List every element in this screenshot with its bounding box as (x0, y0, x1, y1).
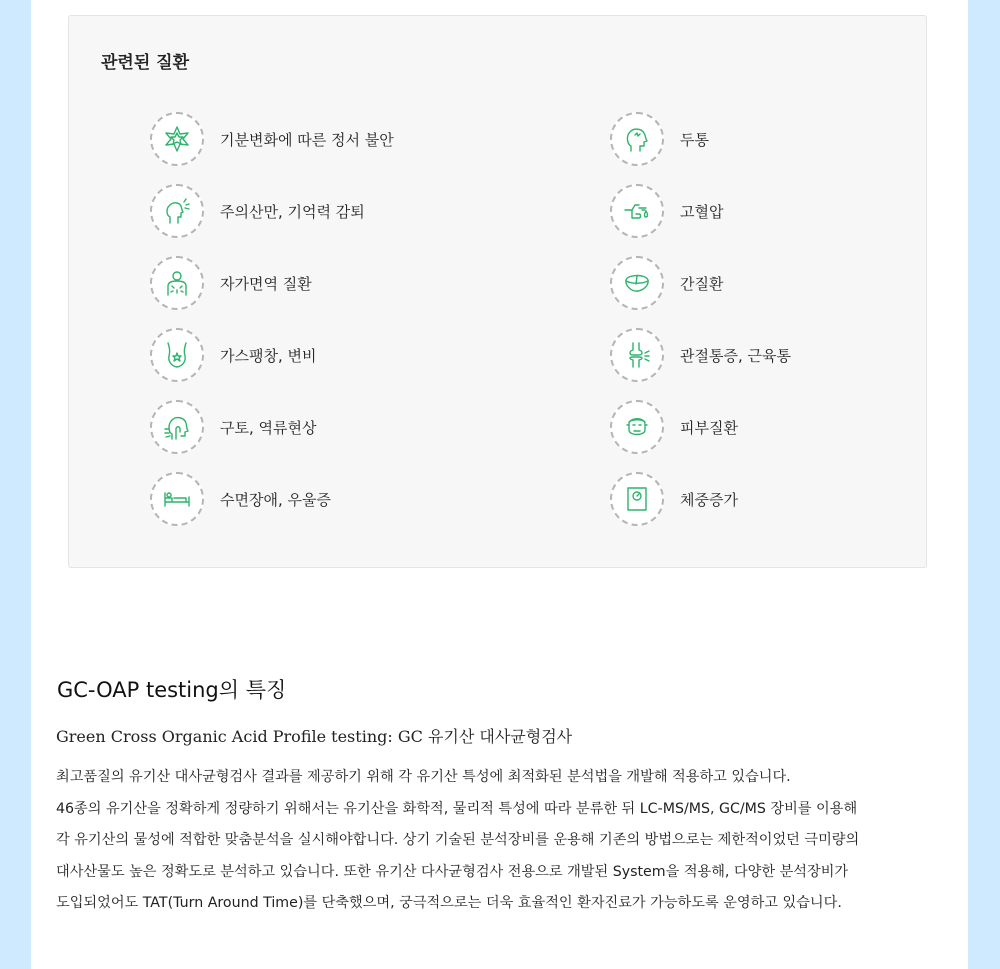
disease-item (150, 400, 316, 454)
disease-item (150, 184, 365, 238)
disease-item (610, 328, 791, 382)
disease-label: 체중증가 (680, 490, 738, 509)
description-line: 각 유기산의 물성에 적합한 맞춤분석을 실시해야합니다. 상기 기술된 분석장비를 운용해 기존의 방법으로는 제한적이었던 극미량의 (56, 832, 860, 848)
disease-item (150, 328, 316, 382)
disease-item (150, 112, 394, 166)
disease-item (610, 184, 723, 238)
disease-label: 기분변화에 따른 정서 불안 (220, 130, 394, 149)
disease-label: 가스팽창, 변비 (220, 346, 317, 365)
liver-icon (610, 256, 664, 310)
disease-item (610, 112, 709, 166)
throat-reflux-icon (150, 400, 204, 454)
disease-label: 자가면역 질환 (220, 274, 312, 293)
scale-icon (610, 472, 664, 526)
headache-icon (610, 112, 664, 166)
disease-label: 두통 (680, 130, 709, 149)
body-immune-icon (150, 256, 204, 310)
description-line: 최고품질의 유기산 대사균형검사 결과를 제공하기 위해 각 유기산 특성에 최적화된 분석법을 개발해 적용하고 있습니다. (56, 769, 791, 785)
content-page (31, 0, 968, 969)
features-subtitle: Green Cross Organic Acid Profile testing: GC 유기산 대사균형검사 (56, 727, 573, 746)
face-skin-icon (610, 400, 664, 454)
features-title: GC-OAP testing의 특징 (57, 678, 287, 702)
head-noise-icon (150, 184, 204, 238)
description-line: 도입되었어도 TAT(Turn Around Time)를 단축했으며, 궁극적으로는 더욱 효율적인 환자진료가 가능하도록 운영하고 있습니다. (56, 895, 842, 911)
disease-label: 관절통증, 근육통 (680, 346, 791, 365)
related-diseases-title: 관련된 질환 (101, 53, 190, 73)
joint-icon (610, 328, 664, 382)
description-line: 대사산물도 높은 정확도로 분석하고 있습니다. 또한 유기산 다사균형검사 전용으로 개발된 System을 적용해, 다양한 분석장비가 (56, 863, 849, 880)
disease-item (610, 472, 738, 526)
disease-label: 피부질환 (680, 418, 738, 437)
related-diseases-panel (68, 15, 927, 568)
features-description (56, 762, 946, 920)
blood-pressure-icon (610, 184, 664, 238)
disease-label: 간질환 (680, 274, 724, 293)
abdomen-icon (150, 328, 204, 382)
disease-item (610, 256, 723, 310)
bed-icon (150, 472, 204, 526)
disease-item (150, 256, 312, 310)
disease-label: 고혈압 (680, 202, 724, 221)
disease-item (150, 472, 331, 526)
disease-label: 수면장애, 우울증 (220, 490, 331, 509)
disease-item (610, 400, 738, 454)
disease-label: 구토, 역류현상 (220, 418, 317, 437)
disease-label: 주의산만, 기억력 감퇴 (220, 202, 365, 221)
description-line: 46종의 유기산을 정확하게 정량하기 위해서는 유기산을 화학적, 물리적 특성에 따라 분류한 뒤 LC-MS/MS, GC/MS 장비를 이용해 (56, 800, 858, 817)
star-burst-icon (150, 112, 204, 166)
